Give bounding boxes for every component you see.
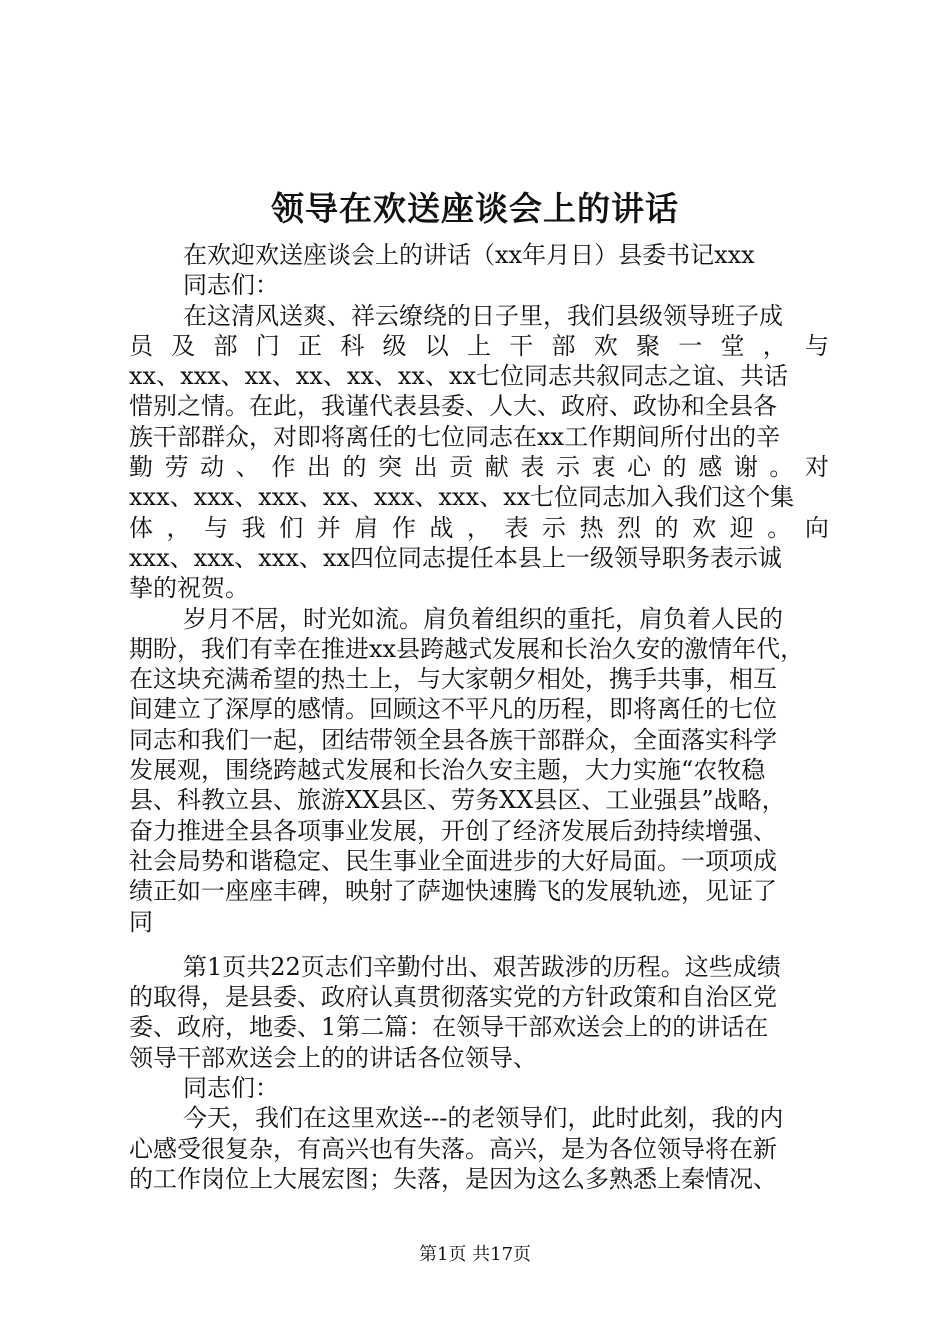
text-line-justified bbox=[129, 331, 829, 361]
justified-glyph: 以 bbox=[424, 331, 449, 360]
justified-glyph: 示 bbox=[555, 453, 580, 482]
text-line: 社会局势和谐稳定、民生事业全面进步的大好局面。一项项成 bbox=[129, 846, 777, 875]
text-line: 的取得，是县委、政府认真贯彻落实党的方针政策和自治区党 bbox=[129, 983, 777, 1012]
justified-glyph: 作 bbox=[271, 453, 296, 482]
justified-glyph: 劳 bbox=[164, 453, 189, 482]
text-line: 同 bbox=[129, 907, 153, 936]
text-line: 委、政府，地委、1第二篇：在领导干部欢送会上的的讲话在 bbox=[129, 1013, 769, 1042]
justified-glyph: 并 bbox=[316, 513, 341, 542]
justified-glyph: ， bbox=[466, 513, 491, 542]
justified-glyph: 表 bbox=[504, 513, 529, 542]
justified-glyph: 作 bbox=[391, 513, 416, 542]
text-line: 的工作岗位上大展宏图；失落，是因为这么多熟悉上秦情况、 bbox=[129, 1164, 777, 1193]
justified-glyph: 科 bbox=[340, 331, 365, 360]
text-line: 同志们： bbox=[183, 1074, 279, 1103]
text-line: 期盼，我们有幸在推进xx县跨越式发展和长治久安的激情年代， bbox=[129, 634, 805, 663]
text-line: 同志和我们一起，团结带领全县各族干部群众，全面落实科学 bbox=[129, 725, 777, 754]
justified-glyph: 突 bbox=[378, 453, 403, 482]
justified-glyph: 堂 bbox=[720, 331, 745, 360]
text-line: 领导干部欢送会上的的讲话各位领导、 bbox=[129, 1043, 537, 1072]
justified-glyph: ， bbox=[166, 513, 191, 542]
justified-glyph: 感 bbox=[698, 453, 723, 482]
page-footer: 第1页 共17页 bbox=[418, 1244, 532, 1265]
justified-glyph: 表 bbox=[520, 453, 545, 482]
paragraph-gap bbox=[129, 937, 829, 952]
justified-glyph: 的 bbox=[662, 453, 687, 482]
justified-glyph: 体 bbox=[129, 513, 153, 542]
justified-glyph: 向 bbox=[804, 513, 829, 542]
justified-glyph: 、 bbox=[235, 453, 260, 482]
text-line: xx、xxx、xx、xx、xx、xx、xx七位同志共叙同志之谊、共话 bbox=[129, 362, 789, 391]
justified-glyph: 。 bbox=[767, 513, 792, 542]
text-line-justified bbox=[129, 452, 829, 482]
justified-glyph: 出 bbox=[306, 453, 331, 482]
justified-glyph: 的 bbox=[342, 453, 367, 482]
text-line: 岁月不居，时光如流。肩负着组织的重托，肩负着人民的 bbox=[183, 604, 783, 633]
document-title: 领导在欢送座谈会上的讲话 bbox=[271, 189, 679, 228]
justified-glyph: 欢 bbox=[692, 513, 717, 542]
justified-glyph: 出 bbox=[413, 453, 438, 482]
text-line: 在欢迎欢送座谈会上的讲话（xx年月日）县委书记xxx bbox=[183, 241, 755, 269]
text-line: xxx、xxx、xxx、xx、xxx、xxx、xx七位同志加入我们这个集 bbox=[129, 483, 795, 512]
text-line: 同志们： bbox=[183, 271, 279, 300]
text-line: 奋力推进全县各项事业发展，开创了经济发展后劲持续增强、 bbox=[129, 816, 777, 845]
justified-glyph: 对 bbox=[804, 453, 829, 482]
justified-glyph: 热 bbox=[579, 513, 604, 542]
justified-glyph: 勤 bbox=[129, 453, 153, 482]
text-line: 县、科教立县、旅游XX县区、劳务XX县区、工业强县”战略， bbox=[129, 786, 786, 815]
text-line: 挚的祝贺。 bbox=[129, 574, 249, 603]
justified-glyph: 的 bbox=[654, 513, 679, 542]
justified-glyph: 与 bbox=[805, 331, 829, 360]
justified-glyph: 贡 bbox=[449, 453, 474, 482]
justified-glyph: 部 bbox=[551, 331, 576, 360]
text-line: 今天，我们在这里欢送---的老领导们，此时此刻，我的内 bbox=[183, 1104, 784, 1133]
justified-glyph: 迎 bbox=[729, 513, 754, 542]
justified-glyph: 们 bbox=[279, 513, 304, 542]
justified-glyph: 谢 bbox=[733, 453, 758, 482]
justified-glyph: ， bbox=[762, 331, 787, 360]
justified-glyph: 动 bbox=[200, 453, 225, 482]
justified-glyph: 欢 bbox=[593, 331, 618, 360]
text-line: 在这块充满希望的热土上，与大家朝夕相处，携手共事，相互 bbox=[129, 665, 777, 694]
justified-glyph: 战 bbox=[429, 513, 454, 542]
justified-glyph: 正 bbox=[298, 331, 322, 360]
text-line: 第1页共22页志们辛勤付出、艰苦跋涉的历程。这些成绩 bbox=[183, 952, 781, 981]
document-body bbox=[129, 240, 829, 1194]
text-line: 间建立了深厚的感情。回顾这不平凡的历程，即将离任的七位 bbox=[129, 695, 777, 724]
text-line-justified bbox=[129, 513, 829, 543]
justified-glyph: 级 bbox=[382, 331, 407, 360]
justified-glyph: 与 bbox=[204, 513, 229, 542]
justified-glyph: 部 bbox=[213, 331, 238, 360]
text-line: 在这清风送爽、祥云缭绕的日子里，我们县级领导班子成 bbox=[183, 301, 783, 330]
justified-glyph: 员 bbox=[129, 331, 153, 360]
justified-glyph: 献 bbox=[484, 453, 509, 482]
text-line: 族干部群众，对即将离任的七位同志在xx工作期间所付出的辛 bbox=[129, 422, 781, 451]
justified-glyph: 。 bbox=[769, 453, 794, 482]
justified-glyph: 一 bbox=[678, 331, 703, 360]
justified-glyph: 门 bbox=[255, 331, 280, 360]
justified-glyph: 烈 bbox=[617, 513, 642, 542]
justified-glyph: 衷 bbox=[591, 453, 616, 482]
justified-glyph: 心 bbox=[627, 453, 652, 482]
justified-glyph: 上 bbox=[467, 331, 491, 360]
justified-glyph: 肩 bbox=[354, 513, 379, 542]
justified-glyph: 我 bbox=[241, 513, 266, 542]
justified-glyph: 及 bbox=[171, 331, 196, 360]
text-line: 心感受很复杂，有高兴也有失落。高兴，是为各位领导将在新 bbox=[129, 1134, 777, 1163]
justified-glyph: 示 bbox=[542, 513, 567, 542]
text-line: 发展观，围绕跨越式发展和长治久安主题，大力实施“农牧稳 bbox=[129, 756, 766, 785]
text-line: xxx、xxx、xxx、xx四位同志提任本县上一级领导职务表示诚 bbox=[129, 543, 782, 572]
justified-glyph: 干 bbox=[509, 331, 534, 360]
text-line: 惜别之情。在此，我谨代表县委、人大、政府、政协和全县各 bbox=[129, 392, 777, 421]
text-line: 绩正如一座座丰碑，映射了萨迦快速腾飞的发展轨迹，见证了 bbox=[129, 877, 777, 906]
justified-glyph: 聚 bbox=[636, 331, 660, 360]
